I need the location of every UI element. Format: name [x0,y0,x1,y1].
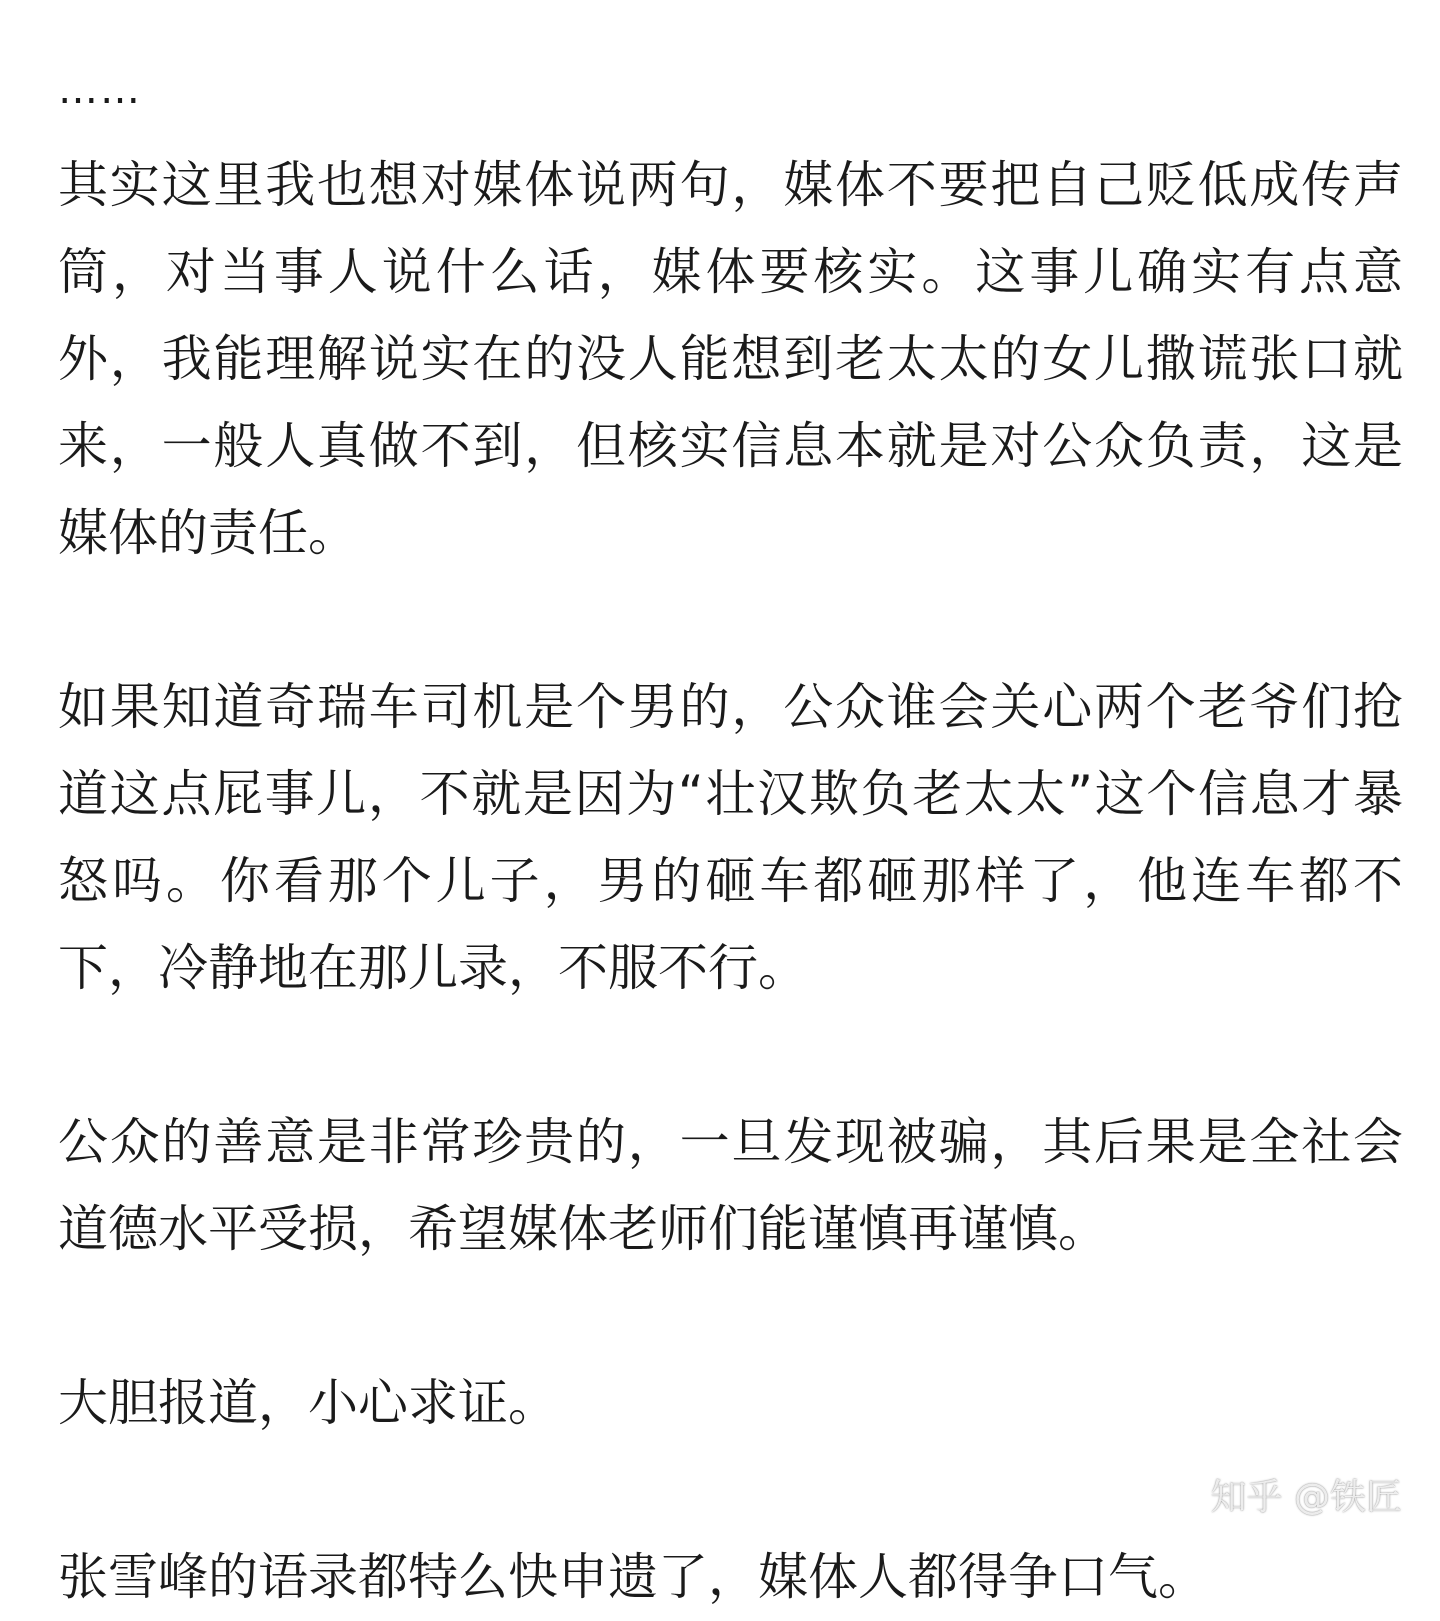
paragraph-public-goodwill: 公众的善意是非常珍贵的，一旦发现被骗，其后果是全社会道德水平受损，希望媒体老师们能谨慎再谨慎。 [58,1113,1403,1258]
paragraph-media-verification: 其实这里我也想对媒体说两句，媒体不要把自己贬低成传声筒，对当事人说什么话，媒体要核实。这事儿确实有点意外，我能理解说实在的没人能想到老太太的女儿撒谎张口就来，一般人真做不到，但核实信息本就是对公众负责，这是媒体的责任。 [58,156,1403,562]
ellipsis-marker: …… [58,67,142,113]
article-body [58,60,1403,1621]
paragraph-motto: 大胆报道，小心求证。 [58,1374,558,1432]
zhihu-watermark: 知乎 @铁匠 [1210,1477,1402,1518]
paragraph-public-reaction: 如果知道奇瑞车司机是个男的，公众谁会关心两个老爷们抢道这点屁事儿，不就是因为“壮汉欺负老太太”这个信息才暴怒吗。你看那个儿子，男的砸车都砸那样了，他连车都不下，冷静地在那儿录，不服不行。 [58,678,1403,997]
paragraph-closing: 张雪峰的语录都特么快申遗了，媒体人都得争口气。 [58,1548,1208,1606]
